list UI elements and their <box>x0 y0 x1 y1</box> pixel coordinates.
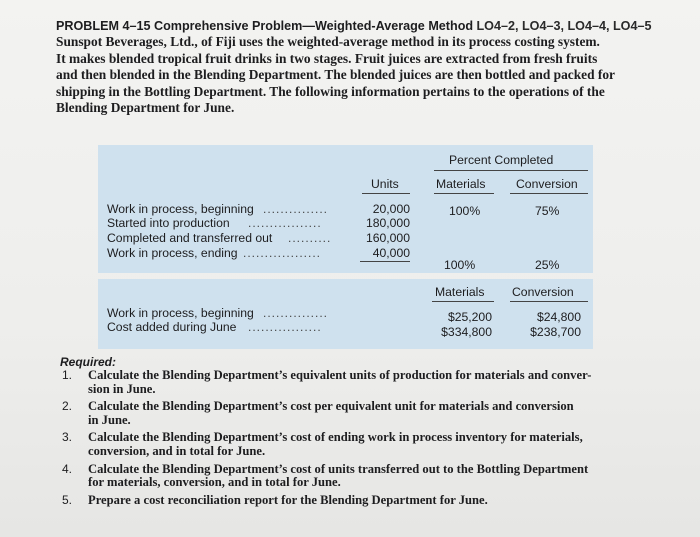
problem-statement <box>56 18 666 116</box>
leader-dots: .................. <box>243 246 322 260</box>
item-text-line: in June. <box>88 412 131 427</box>
header-rule <box>510 193 588 194</box>
required-section <box>60 355 660 511</box>
units-column-header: Units <box>371 177 399 191</box>
problem-text-line: It makes blended tropical fruit drinks in two stages. Fruit juices are extracted from fresh fruits <box>56 50 598 66</box>
item-number: 3. <box>62 430 73 445</box>
row-label: Work in process, beginning <box>107 202 254 216</box>
list-item <box>60 369 660 396</box>
problem-text-line: Sunspot Beverages, Ltd., of Fiji uses the weighted-average method in its process costing system. <box>56 34 600 50</box>
header-rule <box>432 301 494 302</box>
item-number: 2. <box>62 399 73 414</box>
conversion-percent: 25% <box>535 258 560 272</box>
problem-text-line: Blending Department for June. <box>56 100 235 116</box>
units-table <box>98 145 593 273</box>
materials-cost: $334,800 <box>441 325 492 339</box>
units-value: 180,000 <box>365 216 410 230</box>
item-text-line: sion in June. <box>88 381 156 396</box>
item-text-line: Calculate the Blending Department’s cost per equivalent unit for materials and conversion <box>88 399 574 414</box>
leader-dots: .......... <box>288 231 332 245</box>
item-text-line: conversion, and in total for June. <box>88 443 266 458</box>
item-number: 1. <box>62 368 73 382</box>
required-list <box>60 369 660 507</box>
row-label: Work in process, beginning <box>107 306 254 320</box>
item-text-line: Calculate the Blending Department’s cost of ending work in process inventory for materials, <box>88 430 583 445</box>
conversion-cost: $238,700 <box>530 325 581 339</box>
conversion-column-header: Conversion <box>516 177 578 191</box>
item-text-line: Calculate the Blending Department’s cost of units transferred out to the Bottling Department <box>88 461 589 476</box>
materials-percent: 100% <box>444 258 476 272</box>
materials-cost: $25,200 <box>447 310 492 324</box>
percent-completed-header: Percent Completed <box>449 153 554 167</box>
row-label: Completed and transferred out <box>107 231 273 245</box>
units-value: 40,000 <box>372 246 410 260</box>
leader-dots: ............... <box>263 202 329 216</box>
units-value: 20,000 <box>372 202 410 216</box>
conversion-cost: $24,800 <box>536 310 581 324</box>
problem-text-line: and then blended in the Blending Department. The blended juices are then bottled and packed for <box>56 67 615 83</box>
list-item <box>60 400 660 427</box>
required-heading: Required: <box>60 355 117 369</box>
list-item <box>60 463 660 490</box>
list-item <box>60 431 660 458</box>
item-number: 4. <box>62 461 73 476</box>
materials-percent: 100% <box>449 204 481 218</box>
item-text-line: Prepare a cost reconciliation report for the Blending Department for June. <box>88 492 488 507</box>
leader-dots: ............... <box>263 306 329 320</box>
item-number: 5. <box>62 492 73 507</box>
learning-objectives: LO4–2, LO4–3, LO4–4, LO4–5 <box>476 19 652 33</box>
header-rule <box>434 170 588 171</box>
leader-dots: ................. <box>248 320 322 334</box>
header-rule <box>362 193 410 194</box>
header-rule <box>510 301 588 302</box>
list-item <box>60 494 660 508</box>
problem-title: PROBLEM 4–15 Comprehensive Problem—Weighted-Average Method <box>56 19 474 33</box>
item-text-line: for materials, conversion, and in total for June. <box>88 475 341 490</box>
row-label: Work in process, ending <box>107 246 238 260</box>
item-text-line: Calculate the Blending Department’s equivalent units of production for materials and conver- <box>88 368 592 382</box>
leader-dots: ................. <box>248 216 322 230</box>
problem-text-line: shipping in the Bottling Department. The following information pertains to the operations of the <box>56 83 605 99</box>
row-label: Started into production <box>107 216 230 230</box>
total-rule <box>360 261 410 262</box>
conversion-column-header: Conversion <box>512 285 574 299</box>
materials-column-header: Materials <box>436 177 486 191</box>
row-label: Cost added during June <box>107 320 237 334</box>
materials-column-header: Materials <box>435 285 485 299</box>
header-rule <box>434 193 494 194</box>
units-value: 160,000 <box>365 231 410 245</box>
conversion-percent: 75% <box>535 204 560 218</box>
cost-table <box>98 279 593 349</box>
